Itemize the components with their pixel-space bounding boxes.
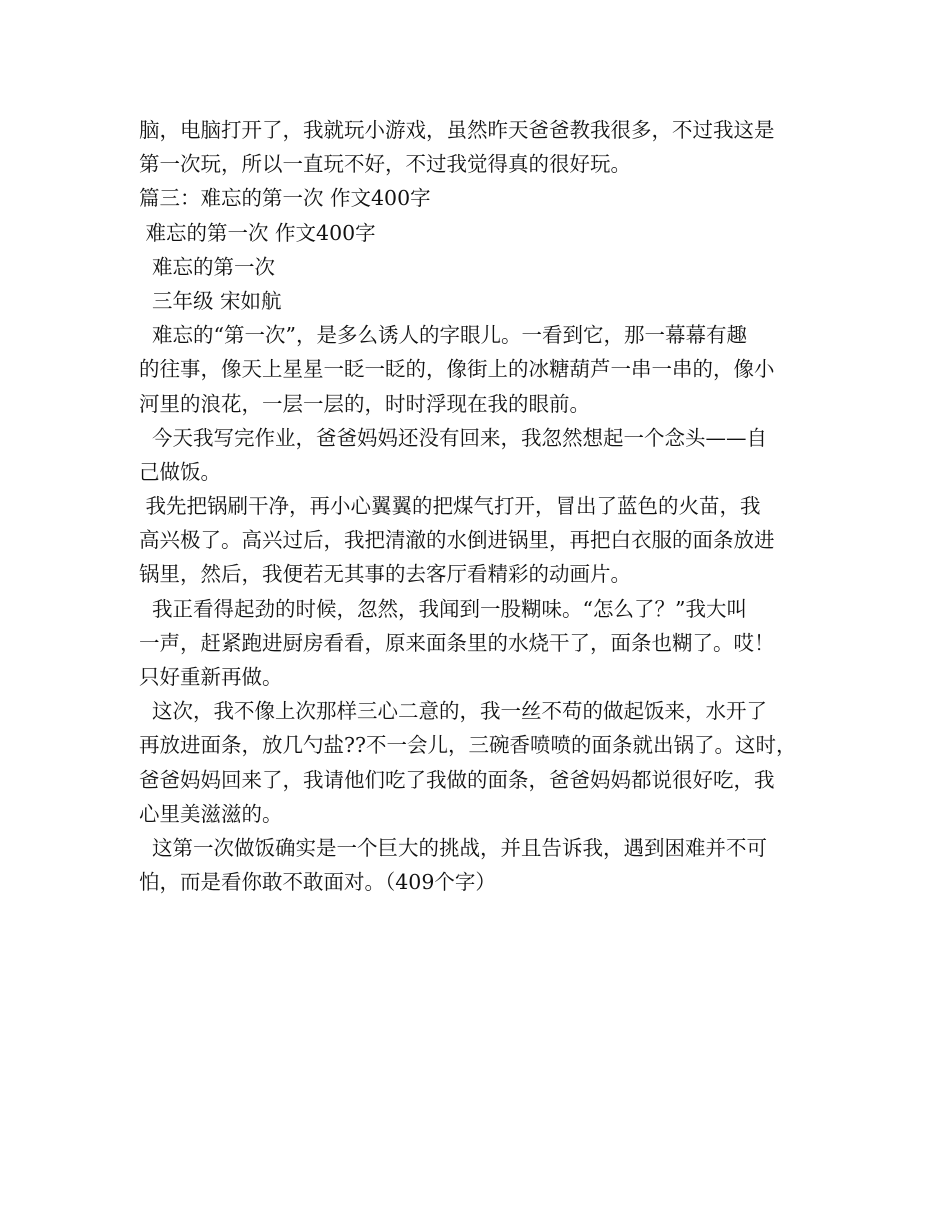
text-line: 难忘的“第一次”，是多么诱人的字眼儿。一看到它，那一幕幕有趣 (139, 323, 747, 348)
text-line: 怕，而是看你敢不敢面对。（409个字） (139, 870, 496, 895)
text-line: 的往事，像天上星星一眨一眨的，像街上的冰糖葫芦一串一串的，像小 (139, 357, 775, 382)
text-line: 第一次玩，所以一直玩不好，不过我觉得真的很好玩。 (139, 152, 631, 177)
author-line: 三年级 宋如航 (139, 288, 282, 313)
text-line: 高兴极了。高兴过后，我把清澈的水倒进锅里，再把白衣服的面条放进 (139, 528, 775, 553)
text-line: 我正看得起劲的时候，忽然，我闻到一股糊味。“怎么了？”我大叫 (139, 596, 747, 621)
text-line: 我先把锅刷干净，再小心翼翼的把煤气打开，冒出了蓝色的火苗，我 (139, 494, 761, 519)
text-line: 己做饭。 (139, 459, 221, 484)
essay-title: 难忘的第一次 作文400字 (139, 220, 376, 245)
text-line: 一声，赶紧跑进厨房看看，原来面条里的水烧干了，面条也糊了。哎！ (139, 630, 775, 655)
text-line: 锅里，然后，我便若无其事的去客厅看精彩的动画片。 (139, 562, 631, 587)
text-line: 脑，电脑打开了，我就玩小游戏，虽然昨天爸爸教我很多，不过我这是 (139, 118, 775, 142)
text-line: 今天我写完作业，爸爸妈妈还没有回来，我忽然想起一个念头——自 (139, 425, 768, 450)
text-line: 这次，我不像上次那样三心二意的，我一丝不苟的做起饭来，水开了 (139, 699, 768, 724)
text-line: 再放进面条，放几勺盐??不一会儿，三碗香喷喷的面条就出锅了。这时， (139, 733, 797, 758)
essay-subtitle: 难忘的第一次 (139, 254, 276, 279)
document-body (139, 113, 829, 899)
section-heading: 篇三：难忘的第一次 作文400字 (139, 186, 431, 211)
text-line: 这第一次做饭确实是一个巨大的挑战，并且告诉我，遇到困难并不可 (139, 835, 768, 860)
text-line: 爸爸妈妈回来了，我请他们吃了我做的面条，爸爸妈妈都说很好吃，我 (139, 767, 775, 792)
text-line: 心里美滋滋的。 (139, 801, 283, 826)
text-line: 河里的浪花，一层一层的，时时浮现在我的眼前。 (139, 391, 590, 416)
text-line: 只好重新再做。 (139, 665, 283, 689)
